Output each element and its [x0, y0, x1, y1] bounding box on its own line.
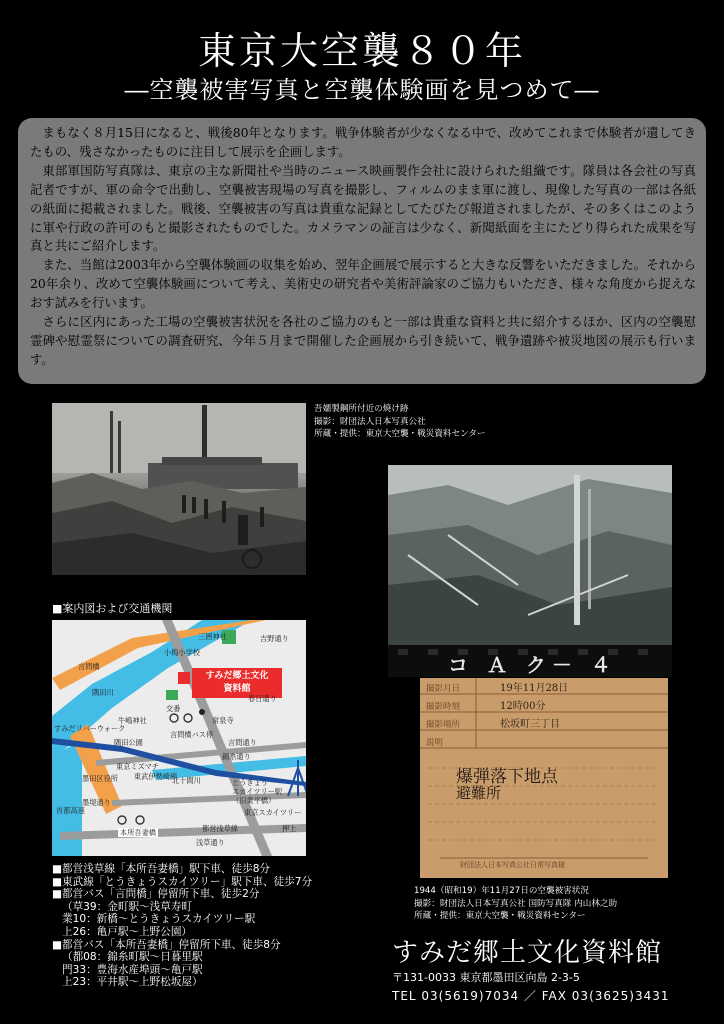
- map-label: 小梅小学校: [164, 648, 200, 657]
- map-label: 吉野通り: [260, 634, 289, 643]
- access-line: 業10：新橋～とうきょうスカイツリー駅: [62, 913, 256, 926]
- access-line: ■都営バス「言問橋」停留所下車、徒歩2分: [52, 888, 260, 901]
- photo23-caption: [414, 885, 617, 923]
- page-subtitle: ―空襲被害写真と空襲体験画を見つめて―: [124, 76, 600, 104]
- access-line: ■東武線「とうきょうスカイツリー」駅下車、徒歩7分: [52, 875, 313, 888]
- intro-text-box: [18, 118, 706, 384]
- card-labels: [426, 680, 460, 752]
- access-info: [52, 863, 352, 989]
- map-label: スカイツリー駅: [232, 787, 283, 796]
- card-note: 避難所: [456, 784, 502, 802]
- card-note: 爆弾落下地点: [456, 767, 558, 787]
- map-label: 言問通り: [228, 738, 257, 747]
- map-label: 北十間川: [172, 776, 201, 785]
- map-label: 東武伊勢崎線: [134, 772, 178, 781]
- factory-ruins-illustration: [52, 403, 306, 575]
- map-label: 押上: [282, 824, 297, 833]
- caption-line: 撮影：財団法人日本写真公社 国防写真隊 内山林之助: [414, 898, 618, 909]
- caption-line: 所蔵・提供：東京大空襲・戦災資料センター: [314, 429, 486, 439]
- card-label: 撮影時刻: [426, 702, 461, 712]
- museum-label-line: 資料館: [223, 684, 251, 694]
- map-label: 言問橋: [78, 662, 100, 671]
- intro-paragraph: 東部軍国防写真隊は、東京の主な新聞社や当時のニュース映画製作会社に設けられた組織です。隊員は各会社の写真記者ですが、軍の命令で出動し、空襲被害現場の写真を撮影し、フィルムのまま軍に渡し、現像した写真の一部は各紙の紙面に掲載されました。戦後、空襲被害の写真は貴重な記録としてたびたび報道されましたが、その多くはこのように軍や行政の許可のもと撮影されたものでした。カメラマンの証言は少なく、新聞紙面を主にたどり得られた成果を写真と共にご紹介します。: [30, 162, 696, 254]
- bombed-street-illustration: [388, 465, 672, 677]
- museum-contact: TEL 03(5619)7034 ／ FAX 03(3625)3431: [392, 989, 670, 1003]
- map-label: 言問橋バス停: [170, 730, 214, 739]
- page-title: 東京大空襲８０年: [197, 29, 526, 73]
- map-label: 墨田区役所: [82, 774, 118, 783]
- film-marking: コ Ａ ク－ ４: [448, 653, 617, 677]
- access-line: 門33：豊海水産埠頭～亀戸駅: [62, 963, 203, 976]
- map-label: 錦糸通り: [222, 752, 251, 761]
- map-label: 浅草通り: [196, 838, 225, 847]
- map-label: 都営浅草線: [202, 824, 238, 833]
- intro-paragraph: まもなく８月15日になると、戦後80年となります。戦争体験者が少なくなる中で、改めてこれまで体験者が遺してきたもの、残さなかったものに注目して展示を企画します。: [30, 125, 696, 159]
- access-map: [52, 620, 306, 856]
- access-line: ■都営浅草線「本所吾妻橋」駅下車、徒歩8分: [52, 863, 271, 875]
- map-label: 隅田公園: [114, 738, 143, 747]
- access-line: 上26：亀戸駅～上野公園）: [62, 925, 193, 938]
- museum-label-line: すみだ郷土文化: [205, 671, 269, 681]
- record-card-photo: [420, 678, 668, 878]
- map-label: 交番: [166, 704, 181, 713]
- map-label: 首都高速: [56, 806, 85, 815]
- card-label: 撮影月日: [426, 684, 461, 694]
- access-line: 上23：平井駅～上野松坂屋）: [62, 976, 203, 989]
- card-label: 撮影場所: [426, 720, 461, 730]
- caption-line: 1944（昭和19）年11月27日の空襲被害状況: [414, 886, 589, 896]
- map-label: 本所吾妻橋: [120, 828, 156, 837]
- map-label: 三囲神社: [198, 632, 227, 641]
- access-line: （草39：金町駅～浅草寿町: [62, 900, 193, 913]
- map-label: 東京ミズマチ: [116, 762, 159, 771]
- map-label: すみだリバーウォーク: [54, 724, 126, 733]
- card-time: 12時00分: [500, 701, 546, 712]
- museum-name: すみだ郷土文化資料館: [392, 938, 663, 968]
- access-line: （都08：錦糸町駅～日暮里駅: [62, 951, 203, 964]
- card-date: 19年11月28日: [500, 683, 569, 694]
- intro-paragraph: さらに区内にあった工場の空襲被害状況を各社のご協力のもと一部は貴重な資料と共に紹介するほか、区内の空襲慰霊碑や慰霊祭についての調査研究、今年５月まで開催した企画展から引き続いて、戦争遺跡や被災地図の展示も行います。: [30, 314, 696, 367]
- caption-line: 所蔵・提供：東京大空襲・戦災資料センター: [414, 911, 586, 921]
- card-label: 説明: [426, 738, 444, 748]
- map-label: （旧業平橋）: [232, 796, 276, 805]
- intro-paragraph: また、当館は2003年から空襲体験画の収集を始め、翌年企画展で展示すると大きな反響をいただきました。それから20年余り、改めて空襲体験画について考え、美術史の研究者や美術評論家のご協力もいただき、様々な角度から捉えなおす試みを行います。: [30, 257, 696, 311]
- bombed-street-photo: [388, 465, 672, 677]
- photo1-caption: [314, 403, 486, 441]
- factory-ruins-photo: [52, 403, 306, 575]
- map-label: とうきょう: [232, 778, 268, 787]
- caption-line: 吾嬬製鋼所付近の焼け跡: [314, 404, 409, 414]
- map-label: 常泉寺: [212, 716, 234, 725]
- map-label: 東京スカイツリー: [244, 808, 302, 817]
- card-place: 松坂町三丁目: [500, 719, 560, 730]
- map-label: 春日通り: [248, 694, 277, 703]
- museum-address: 〒131-0033 東京都墨田区向島 2-3-5: [392, 971, 580, 984]
- map-label: 牛嶋神社: [118, 716, 147, 725]
- map-label: 隅田川: [92, 688, 114, 697]
- map-heading: ■案内図および交通機関: [52, 602, 173, 615]
- card-values: [500, 680, 568, 734]
- access-line: ■都営バス「本所吾妻橋」停留所下車、徒歩8分: [52, 938, 281, 951]
- caption-line: 撮影：財団法人日本写真公社: [314, 416, 426, 427]
- map-label: 墨堤通り: [82, 798, 111, 807]
- card-footer: 財団法人日本写真公社日常写真様: [460, 861, 565, 869]
